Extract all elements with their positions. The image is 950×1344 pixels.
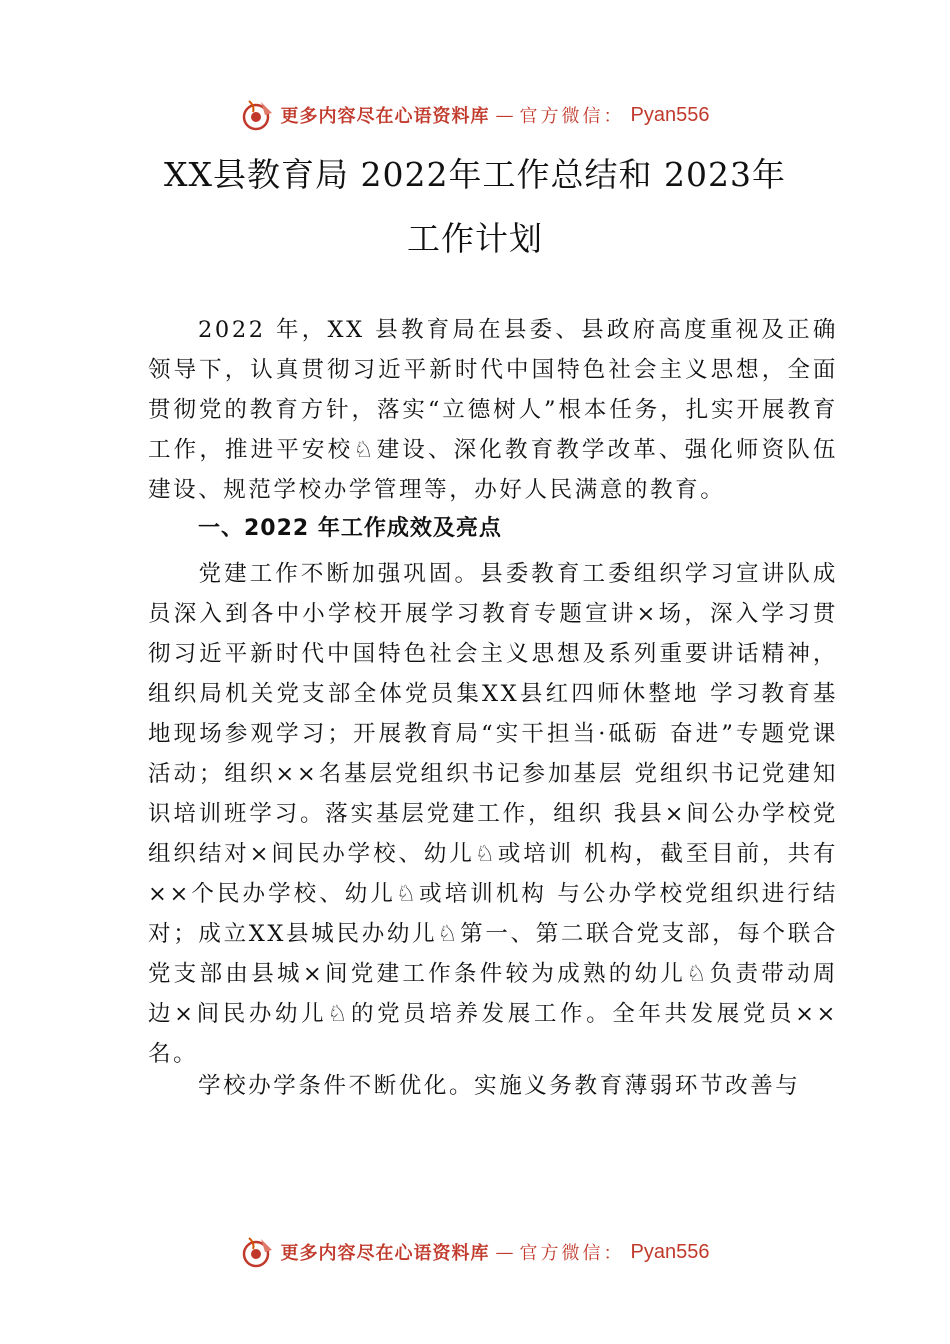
banner-wechat-label: 官方微信：	[519, 1243, 625, 1264]
banner-wechat-label: 官方微信：	[519, 106, 625, 127]
banner-wechat-id: Pyan556	[630, 103, 710, 126]
banner-separator: —	[495, 104, 514, 126]
header-banner	[0, 95, 950, 135]
school-conditions-paragraph	[148, 1066, 838, 1106]
banner-brand-text: 更多内容尽在心语资料库	[280, 1243, 490, 1264]
document-title-line-2: 工作计划	[407, 219, 543, 258]
intro-text: 2022 年，XX 县教育局在县委、县政府高度重视及正确领导下，认真贯彻习近平新时代中国特色社会主义思想，全面贯彻党的教育方针，落实“立德树人”根本任务，扎实开展教育工作，推进平安校♘建设、深化教育教学改革、强化师资队伍建设、规范学校办学管理等，办好人民满意的教育。	[148, 317, 838, 503]
section-heading-1: 一、2022 年工作成效及亮点	[198, 516, 502, 541]
brand-logo-icon	[241, 98, 275, 132]
banner-separator: —	[495, 1241, 514, 1263]
school-conditions-text: 学校办学条件不断优化。实施义务教育薄弱环节改善与	[198, 1073, 801, 1099]
party-building-paragraph	[148, 554, 838, 1074]
party-building-text: 党建工作不断加强巩固。县委教育工委组织学习宣讲队成员深入到各中小学校开展学习教育专题宣讲×场，深入学习贯彻习近平新时代中国特色社会主义思想及系列重要讲话精神，组织局机关党支部全体党员集XX县红四师休整地 学习教育基地现场参观学习；开展教育局“实干担当·砥砺 奋进”专题党课活动；组织××名基层党组织书记参加基层 党组织书记党建知识培训班学习。落实基层党建工作，组织 我县×间公办学校党组织结对×间民办学校、幼儿♘或培训 机构，截至目前，共有××个民办学校、幼儿♘或培训机构 与公办学校党组织进行结对；成立XX县城民办幼儿♘第一、第二联合党支部，每个联合党支部由县城×间党建工作条件较为成熟的幼儿♘负责带动周边×间民办幼儿♘的党员培养发展工作。全年共发展党员××名。	[148, 561, 838, 1067]
banner-brand-text: 更多内容尽在心语资料库	[280, 106, 490, 127]
banner-wechat-id: Pyan556	[630, 1240, 710, 1263]
document-title-line-1: XX县教育局 2022年工作总结和 2023年	[164, 155, 786, 194]
intro-paragraph	[148, 310, 838, 510]
footer-banner	[0, 1232, 950, 1272]
brand-logo-icon	[241, 1235, 275, 1269]
